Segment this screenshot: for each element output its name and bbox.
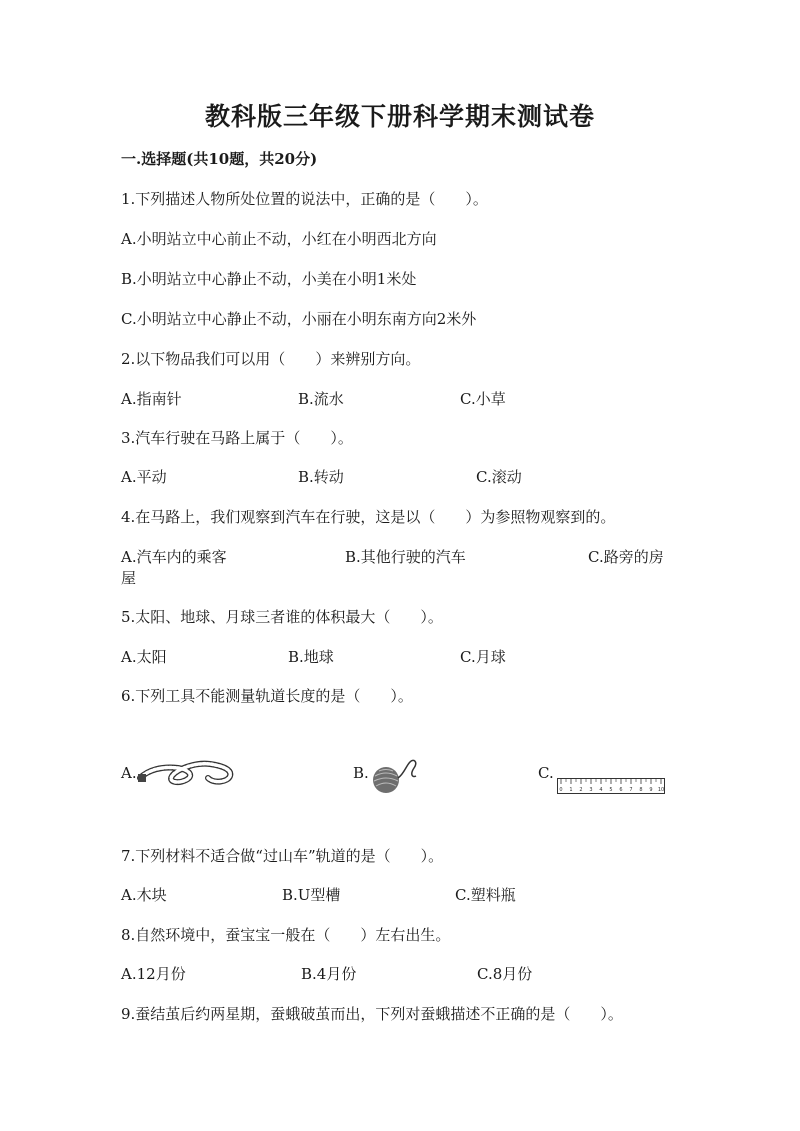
ruler-tick-label: 4 bbox=[599, 787, 603, 793]
ruler-tick-label: 1 bbox=[569, 787, 573, 793]
question-8-option-c: C.8月份 bbox=[477, 965, 533, 983]
question-8-option-a: A.12月份 bbox=[121, 965, 186, 983]
question-3-stem: 3.汽车行驶在马路上属于（ ）。 bbox=[121, 429, 353, 447]
section-heading: 一.选择题(共10题，共20分) bbox=[121, 150, 318, 168]
question-2-option-c: C.小草 bbox=[460, 390, 506, 408]
ruler-tick-label: 7 bbox=[629, 787, 633, 793]
ruler-tick-label: 0 bbox=[559, 787, 563, 793]
question-2-stem: 2.以下物品我们可以用（ ）来辨别方向。 bbox=[121, 350, 421, 368]
question-7-stem: 7.下列材料不适合做“过山车”轨道的是（ ）。 bbox=[121, 847, 444, 865]
question-4-stem: 4.在马路上，我们观察到汽车在行驶，这是以（ ）为参照物观察到的。 bbox=[121, 508, 616, 526]
question-7-option-a: A.木块 bbox=[121, 886, 167, 904]
ruler-tick-label: 5 bbox=[609, 787, 613, 793]
question-1-option-b: B.小明站立中心静止不动，小美在小明1米处 bbox=[121, 270, 417, 288]
question-1-option-a: A.小明站立中心前止不动，小红在小明西北方向 bbox=[121, 230, 437, 248]
question-5-option-c: C.月球 bbox=[460, 648, 506, 666]
question-4-option-b: B.其他行驶的汽车 bbox=[345, 548, 466, 566]
question-4-option-a: A.汽车内的乘客 bbox=[121, 548, 227, 566]
question-2-option-a: A.指南针 bbox=[121, 390, 182, 408]
question-9-stem: 9.蚕结茧后约两星期，蚕蛾破茧而出，下列对蚕蛾描述不正确的是（ ）。 bbox=[121, 1005, 623, 1023]
question-1-option-c: C.小明站立中心静止不动，小丽在小明东南方向2米外 bbox=[121, 310, 477, 328]
question-4-option-c-wrap: 屋 bbox=[121, 569, 137, 587]
ruler-tick-label: 3 bbox=[589, 787, 593, 793]
question-3-option-c: C.滚动 bbox=[476, 468, 522, 486]
ruler-tick-label: 6 bbox=[619, 787, 623, 793]
ruler-tick-label: 10 bbox=[657, 787, 665, 793]
question-8-stem: 8.自然环境中，蚕宝宝一般在（ ）左右出生。 bbox=[121, 926, 451, 944]
ruler-tick-label: 9 bbox=[649, 787, 653, 793]
tape-measure-icon bbox=[138, 752, 234, 788]
question-5-stem: 5.太阳、地球、月球三者谁的体积最大（ ）。 bbox=[121, 608, 443, 626]
question-6-stem: 6.下列工具不能测量轨道长度的是（ ）。 bbox=[121, 687, 413, 705]
yarn-ball-icon bbox=[370, 756, 420, 796]
question-6-option-a: A. bbox=[121, 764, 137, 782]
question-3-option-a: A.平动 bbox=[121, 468, 167, 486]
question-8-option-b: B.4月份 bbox=[301, 965, 357, 983]
ruler-icon bbox=[557, 778, 665, 794]
question-5-option-b: B.地球 bbox=[288, 648, 334, 666]
question-6-option-c: C. bbox=[538, 764, 554, 782]
question-1-stem: 1.下列描述人物所处位置的说法中，正确的是（ ）。 bbox=[121, 190, 488, 208]
question-7-option-b: B.U型槽 bbox=[282, 886, 341, 904]
ruler-tick-label: 2 bbox=[579, 787, 583, 793]
question-3-option-b: B.转动 bbox=[298, 468, 344, 486]
question-6-option-b: B. bbox=[353, 764, 369, 782]
question-2-option-b: B.流水 bbox=[298, 390, 344, 408]
question-4-option-c: C.路旁的房 bbox=[588, 548, 664, 566]
ruler-tick-label: 8 bbox=[639, 787, 643, 793]
page-title: 教科版三年级下册科学期末测试卷 bbox=[204, 102, 595, 131]
question-5-option-a: A.太阳 bbox=[121, 648, 167, 666]
question-7-option-c: C.塑料瓶 bbox=[455, 886, 516, 904]
